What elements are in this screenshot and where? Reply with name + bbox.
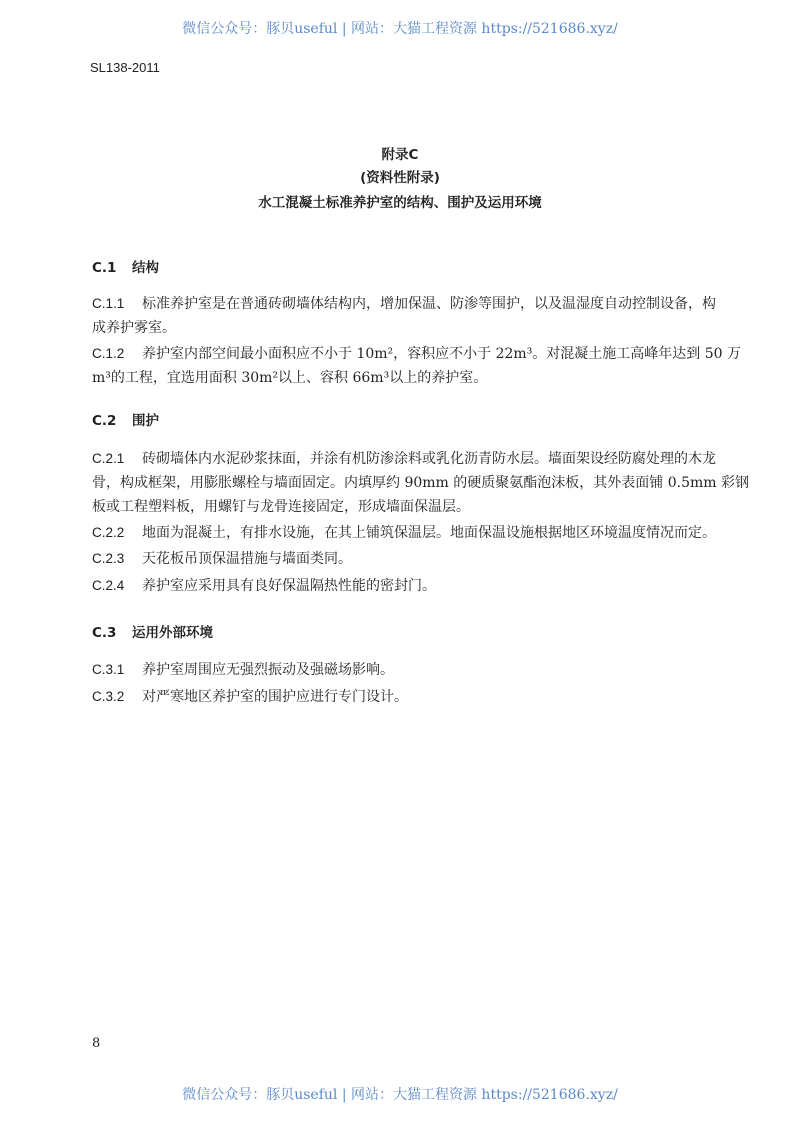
clause-number: C.1.2 [92,346,125,361]
clause-number: C.3.1 [92,662,125,677]
section-heading [92,621,213,641]
section-label: 结构 [132,260,159,276]
clause-line [92,343,741,363]
watermark-footer: 微信公众号：豚贝useful | 网站：大猫工程资源 https://521686.xyz/ [182,1087,618,1103]
clause-line: 成养护雾室。 [92,320,176,336]
clause-number: C.2.4 [92,578,125,593]
clause-text: 对严寒地区养护室的围护应进行专门设计。 [142,689,408,705]
clause-text: 砖砌墙体内水泥砂浆抹面，并涂有机防渗涂料或乳化沥青防水层。墙面架设经防腐处理的木龙 [142,451,716,467]
watermark-header: 微信公众号：豚贝useful | 网站：大猫工程资源 https://521686.xyz/ [182,21,618,37]
section-number: C.3 [92,625,117,641]
clause-number: C.1.1 [92,296,125,311]
document-code: SL138-2011 [90,60,160,75]
clause-line: 骨，构成框架，用膨胀螺栓与墙面固定。内填厚约 90mm 的硬质聚氨酯泡沫板，其外表面铺 0.5mm 彩钢 [92,475,749,491]
section-number: C.2 [92,413,117,429]
section-label: 围护 [132,413,159,429]
section-heading [92,256,159,276]
clause-line [92,659,394,679]
clause-line: 板或工程塑料板，用螺钉与龙骨连接固定，形成墙面保温层。 [92,499,470,515]
appendix-type: (资料性附录) [360,170,440,186]
appendix-label: 附录C [381,147,419,163]
clause-number: C.2.2 [92,525,125,540]
page-number: 8 [92,1036,101,1051]
section-number: C.1 [92,260,117,276]
clause-line [92,522,716,542]
clause-number: C.3.2 [92,689,125,704]
clause-text: 标准养护室是在普通砖砌墙体结构内，增加保温、防渗等围护，以及温湿度自动控制设备，构 [142,296,716,312]
clause-line [92,548,352,568]
clause-text: 天花板吊顶保温措施与墙面类同。 [142,551,352,567]
clause-line: m³的工程，宜选用面积 30m²以上、容积 66m³以上的养护室。 [92,370,488,386]
clause-line [92,293,716,313]
clause-text: 养护室应采用具有良好保温隔热性能的密封门。 [142,578,436,594]
clause-text: 养护室内部空间最小面积应不小于 10m²，容积应不小于 22m³。对混凝土施工高峰年达到 50 万 [142,346,742,362]
clause-line [92,448,716,468]
clause-number: C.2.1 [92,451,125,466]
clause-number: C.2.3 [92,551,125,566]
section-heading [92,409,159,429]
clause-line [92,686,408,706]
clause-text: 养护室周围应无强烈振动及强磁场影响。 [142,662,394,678]
clause-line [92,575,436,595]
appendix-title: 水工混凝土标准养护室的结构、围护及运用环境 [258,195,542,211]
section-label: 运用外部环境 [132,625,213,641]
clause-text: 地面为混凝土，有排水设施，在其上铺筑保温层。地面保温设施根据地区环境温度情况而定。 [142,525,716,541]
